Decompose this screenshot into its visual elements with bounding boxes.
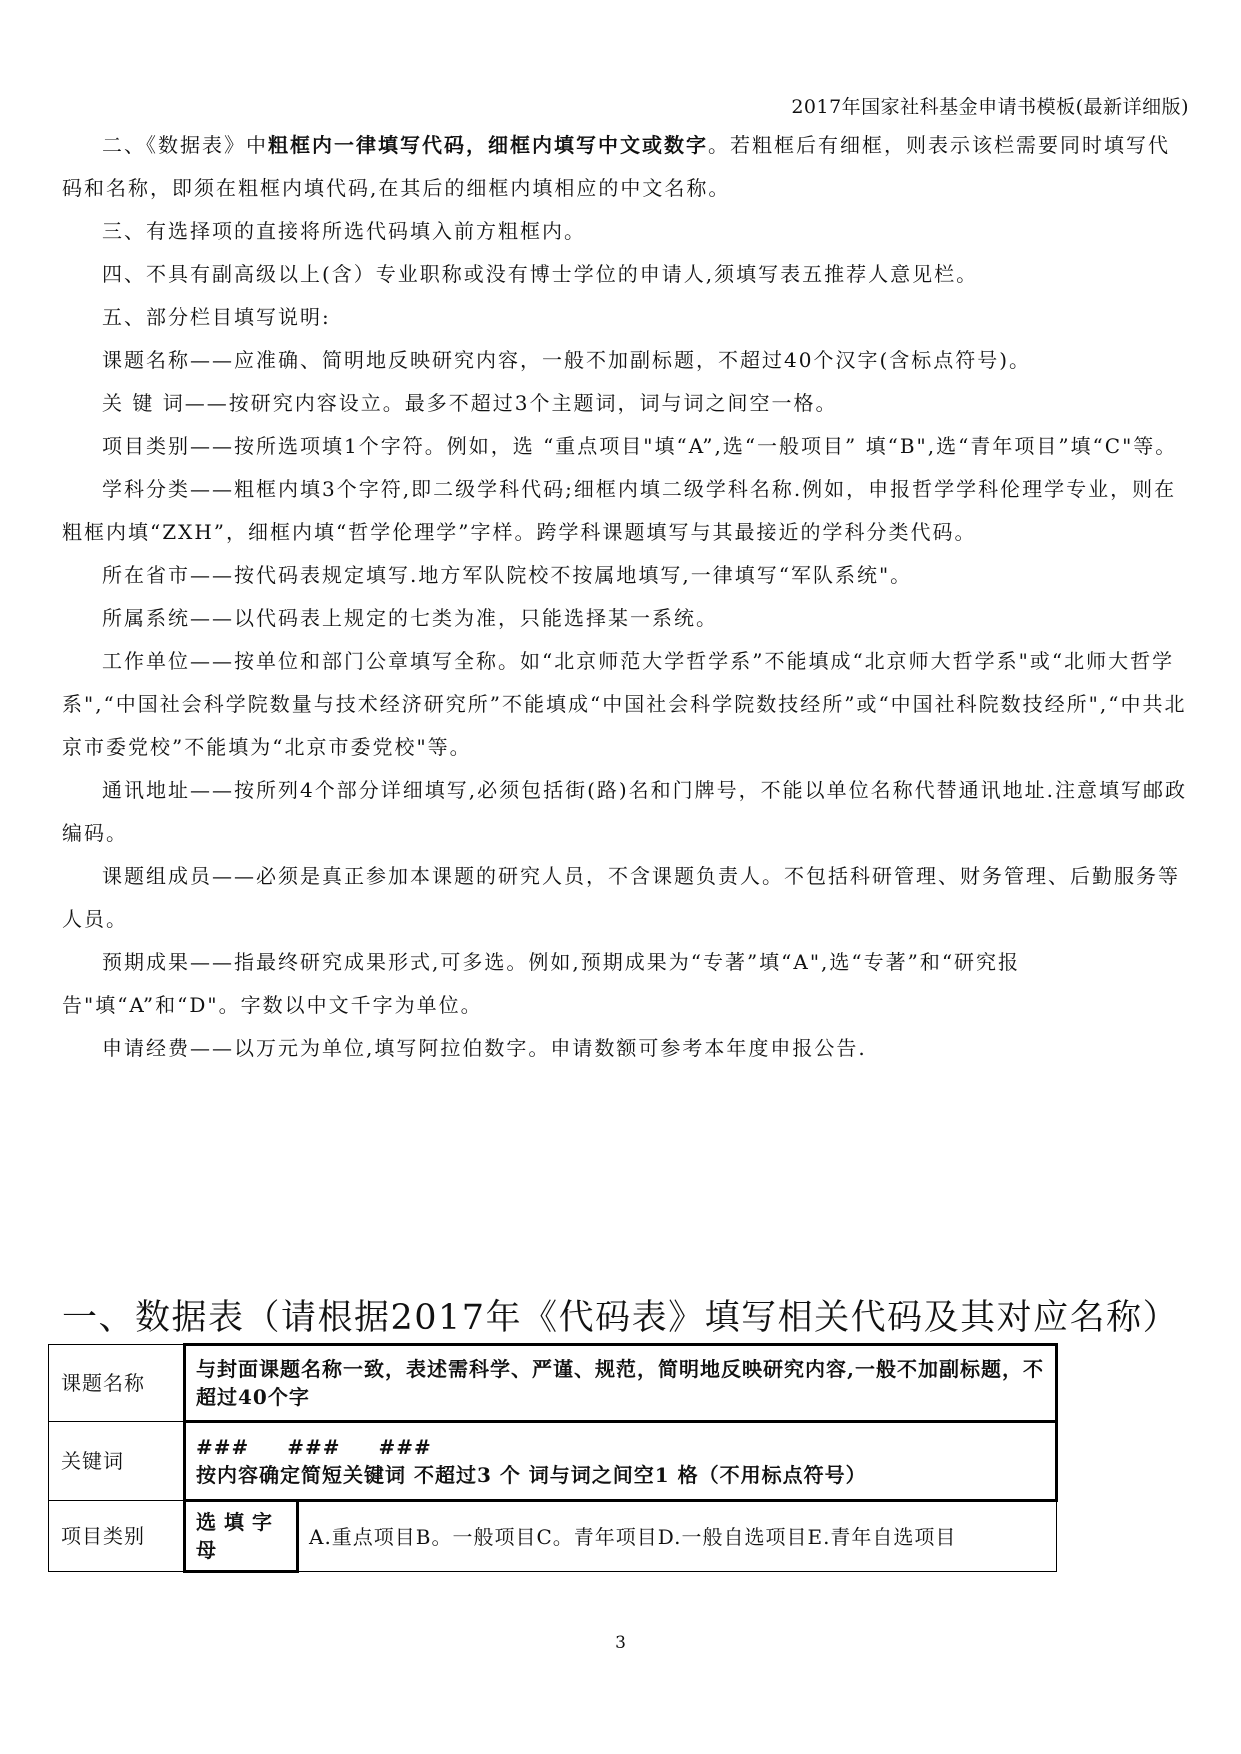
table-row-keywords <box>49 1422 1057 1501</box>
document-header: 2017年国家社科基金申请书模板(最新详细版) <box>791 96 1189 118</box>
instruction-paragraph: 通讯地址——按所列4个部分详细填写,必须包括街(路)名和门牌号，不能以单位名称代替通讯地址.注意填写邮政编码。 <box>62 778 1188 845</box>
instruction-paragraph: 三、有选择项的直接将所选代码填入前方粗框内。 <box>102 219 586 243</box>
project-type-label: 项目类别 <box>49 1501 185 1572</box>
instruction-paragraph: 申请经费——以万元为单位,填写阿拉伯数字。申请数额可参考本年度申报公告. <box>102 1036 867 1060</box>
data-table <box>48 1343 1058 1573</box>
project-type-code-field[interactable]: 选填字母 <box>185 1501 298 1572</box>
keywords-field[interactable] <box>185 1422 1057 1501</box>
instruction-emphasis: 粗框内一律填写代码，细框内填写中文或数字 <box>268 133 708 157</box>
table-row-project-type <box>49 1501 1057 1572</box>
keywords-label: 关键词 <box>49 1422 185 1501</box>
keywords-placeholder: ### ### ### <box>196 1435 432 1459</box>
topic-field[interactable]: 与封面课题名称一致，表述需科学、严谨、规范，简明地反映研究内容,一般不加副标题，不超过40个字 <box>185 1345 1057 1422</box>
section-title: 一、数据表（请根据2017年《代码表》填写相关代码及其对应名称） <box>62 1298 1180 1338</box>
keywords-hint: 按内容确定简短关键词 不超过3 个 词与词之间空1 格（不用标点符号） <box>196 1463 867 1487</box>
page-number: 3 <box>615 1633 626 1653</box>
instruction-paragraph: 学科分类——粗框内填3个字符,即二级学科代码;细框内填二级学科名称.例如，申报哲学学科伦理学专业，则在粗框内填“ZXH”，细框内填“哲学伦理学”字样。跨学科课题填写与其最接近的学科分类代码。 <box>62 477 1177 544</box>
instruction-paragraph: 所在省市——按代码表规定填写.地方军队院校不按属地填写,一律填写“军队系统"。 <box>102 563 913 587</box>
instruction-paragraph: 关 键 词——按研究内容设立。最多不超过3个主题词，词与词之间空一格。 <box>102 391 838 415</box>
topic-label: 课题名称 <box>49 1345 185 1422</box>
instruction-paragraph <box>62 124 1190 210</box>
instruction-paragraph: 项目类别——按所选项填1个字符。例如，选 “重点项目"填“A”,选“一般项目” 填“B",选“青年项目”填“C"等。 <box>102 434 1178 458</box>
instruction-paragraph: 五、部分栏目填写说明: <box>102 305 331 329</box>
instruction-paragraph: 工作单位——按单位和部门公章填写全称。如“北京师范大学哲学系”不能填成“北京师大哲学系"或“北师大哲学系",“中国社会科学院数量与技术经济研究所”不能填成“中国社会科学院数技经所”或“中国社科院数技经所",“中共北京市委党校”不能填为“北京市委党校"等。 <box>62 649 1187 759</box>
instruction-paragraph: 课题名称——应准确、简明地反映研究内容，一般不加副标题，不超过40个汉字(含标点符号)。 <box>102 348 1032 372</box>
instruction-text: 二、《数据表》中 <box>102 133 268 157</box>
instruction-paragraph: 课题组成员——必须是真正参加本课题的研究人员，不含课题负责人。不包括科研管理、财务管理、后勤服务等人员。 <box>62 864 1180 931</box>
instructions-body <box>62 124 1190 1070</box>
instruction-paragraph: 预期成果——指最终研究成果形式,可多选。例如,预期成果为“专著”填“A",选“专著”和“研究报告"填“A”和“D"。字数以中文千字为单位。 <box>62 950 1021 1017</box>
instruction-paragraph: 四、不具有副高级以上(含）专业职称或没有博士学位的申请人,须填写表五推荐人意见栏。 <box>102 262 979 286</box>
instruction-paragraph: 所属系统——以代码表上规定的七类为准，只能选择某一系统。 <box>102 606 718 630</box>
instruction-text: 。若粗框后有细框，则表示该栏需要同时填写代码和名称，即须在粗框内填代码,在其后的细框内填相应的中文名称。 <box>62 133 1170 200</box>
project-type-options: A.重点项目B。一般项目C。青年项目D.一般自选项目E.青年自选项目 <box>298 1501 1057 1572</box>
table-row-topic <box>49 1345 1057 1422</box>
